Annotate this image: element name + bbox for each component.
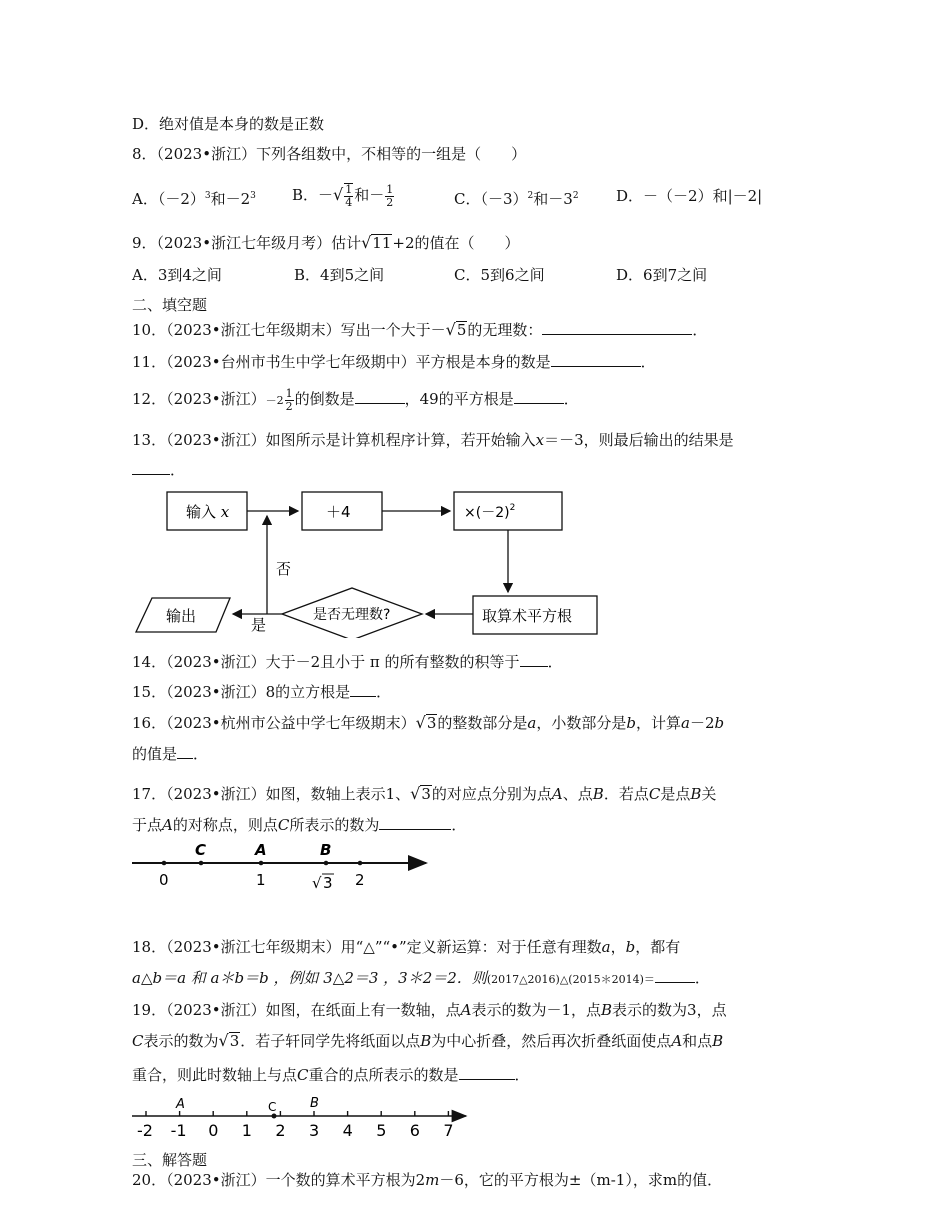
svg-text:B: B xyxy=(320,841,332,859)
q19-tick-label: 6 xyxy=(409,1121,420,1140)
q19-number-line xyxy=(128,1094,478,1140)
svg-text:A: A xyxy=(176,1097,185,1112)
svg-text:取算术平方根: 取算术平方根 xyxy=(482,607,573,625)
q13-line2: ． xyxy=(132,460,185,480)
svg-text:输出: 输出 xyxy=(166,607,197,625)
q18-line1: 18．（2023•浙江七年级期末）用“△”“•”定义新运算：对于任意有理数a，b，都有 xyxy=(132,938,681,956)
q19-tick-label: 4 xyxy=(342,1121,353,1140)
svg-text:√: √ xyxy=(312,874,322,892)
q16-line1: 16．（2023•杭州市公益中学七年级期末）√3的整数部分是a，小数部分是b，计算a－2b xyxy=(132,713,725,732)
svg-text:2: 2 xyxy=(355,871,365,889)
svg-text:是: 是 xyxy=(251,616,267,634)
svg-text:C: C xyxy=(268,1100,277,1114)
svg-text:A: A xyxy=(255,841,267,859)
q19-tick-label: 3 xyxy=(309,1121,320,1140)
q14: 14．（2023•浙江）大于－2且小于 π 的所有整数的积等于 ． xyxy=(132,653,563,671)
q9-stem: 9．（2023•浙江七年级月考）估计√11+2的值在（ ） xyxy=(132,233,520,252)
q19-line1: 19．（2023•浙江）如图，在纸面上有一数轴，点A表示的数为－1，点B表示的数为3，点 xyxy=(132,1001,727,1019)
q8-option-c: C．$(-3)^2$和$-3^2$ xyxy=(454,190,579,208)
svg-text:0: 0 xyxy=(159,871,169,889)
q17-line1: 17．（2023•浙江）如图，数轴上表示1、√3的对应点分别为点A、点B．若点C是点B关 xyxy=(132,784,717,803)
q8-option-d: D．－（－2）和|－2| xyxy=(616,187,763,205)
q9-option-a: A．3到4之间 xyxy=(132,266,222,284)
q8-option-b: B．－√ $\frac{1}{4}$ 和－ $\frac{1}{2}$ xyxy=(292,182,394,209)
q8-option-a: A．$(-2)^3$和$-2^3$ xyxy=(132,190,256,208)
q19-tick-label: 5 xyxy=(376,1121,387,1140)
svg-text:×(－2)2: $\times(-2)^2$ xyxy=(464,503,516,521)
q9-option-d: D．6到7之间 xyxy=(616,266,708,284)
svg-text:3: 3 xyxy=(323,874,333,892)
svg-text:＋4: ＋4 xyxy=(326,503,351,521)
q8-stem: 8．（2023•浙江）下列各组数中，不相等的一组是（ ） xyxy=(132,145,527,163)
q19-tick-label: 7 xyxy=(443,1121,454,1140)
svg-text:1: 1 xyxy=(256,871,266,889)
q17-line2: 于点A的对称点，则点C所表示的数为 ． xyxy=(132,816,467,834)
q7-option-d: D．绝对值是本身的数是正数 xyxy=(132,115,325,133)
q16-line2: 的值是 ． xyxy=(132,745,209,763)
q19-tick-label: -1 xyxy=(170,1121,187,1140)
q19-tick-label: 1 xyxy=(241,1121,252,1140)
q19-tick-label: 0 xyxy=(208,1121,219,1140)
svg-text:B: B xyxy=(310,1096,319,1111)
section-fill-in: 二、填空题 xyxy=(132,296,208,314)
q9-option-b: B．4到5之间 xyxy=(294,266,385,284)
section-answer: 三、解答题 xyxy=(132,1151,208,1169)
q19-tick-label: 2 xyxy=(275,1121,286,1140)
q10: 10．（2023•浙江七年级期末）写出一个大于－√5的无理数： ． xyxy=(132,320,708,339)
q9-option-c: C．5到6之间 xyxy=(454,266,545,284)
q19-tick-label: -2 xyxy=(137,1121,153,1140)
q12: 12．（2023•浙江）－2 $\frac{1}{2}$ 的倒数是 ，49的平方根是 ． xyxy=(132,386,579,413)
q11: 11．（2023•台州市书生中学七年级期中）平方根是本身的数是 ． xyxy=(132,353,656,371)
q18-line2: a△b＝a 和 a＊b＝b ，例如 3△2＝3 ，3＊2＝2．则(2017△2016)△(2015＊2014)＝ ． xyxy=(132,969,710,987)
svg-text:输入 x: 输入 x xyxy=(186,503,230,521)
q15: 15．（2023•浙江）8的立方根是 ． xyxy=(132,683,392,701)
q13-flowchart xyxy=(130,488,610,638)
q19-line2: C表示的数为√3．若子轩同学先将纸面以点B为中心折叠，然后再次折叠纸面使点A和点B xyxy=(132,1031,724,1050)
svg-text:C: C xyxy=(195,841,207,859)
q13-line1: 13．（2023•浙江）如图所示是计算机程序计算，若开始输入x＝－3，则最后输出的结果是 xyxy=(132,431,734,449)
q19-line3: 重合，则此时数轴上与点C重合的点所表示的数是 ． xyxy=(132,1066,530,1084)
q17-number-line xyxy=(128,838,438,892)
q20: 20．（2023•浙江）一个数的算术平方根为2m－6，它的平方根为±（m-1），求m的值． xyxy=(132,1171,723,1189)
svg-text:是否无理数?: 是否无理数? xyxy=(313,607,391,623)
svg-text:否: 否 xyxy=(276,560,292,578)
